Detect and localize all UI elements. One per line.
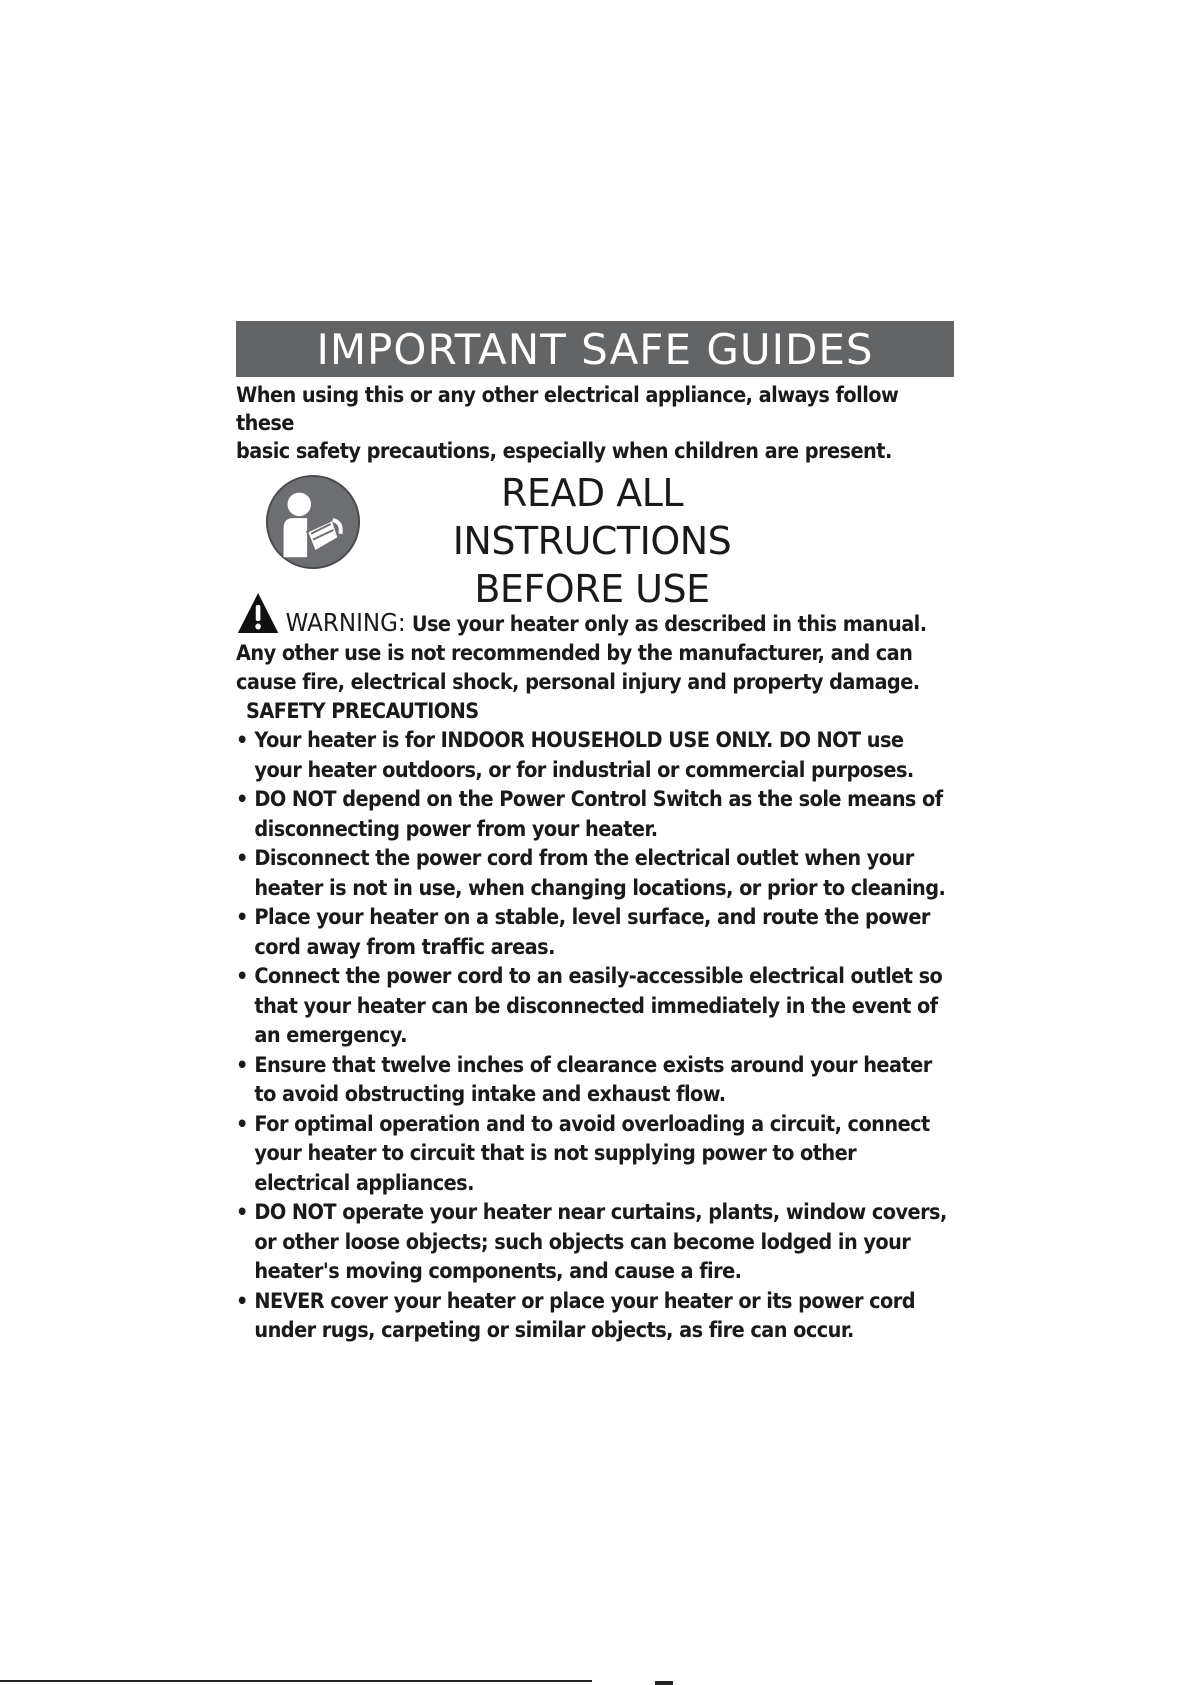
- page-title: IMPORTANT SAFE GUIDES: [236, 321, 954, 377]
- bullet-icon: •: [236, 1288, 248, 1313]
- read-instructions-notice: [236, 469, 954, 611]
- read-notice-line-2: BEFORE USE: [474, 567, 710, 611]
- footer-mark: [655, 1681, 673, 1685]
- safety-page: [236, 321, 954, 1346]
- section-title: SAFETY PRECAUTIONS: [246, 699, 479, 723]
- read-notice-line-1: READ ALL INSTRUCTIONS: [452, 471, 732, 563]
- list-item: • NEVER cover your heater or place your heater or its power cord under rugs, carpeting or similar objects, as fire can occur.: [236, 1288, 916, 1342]
- intro-line-1: When using this or any other electrical appliance, always follow these: [236, 383, 899, 435]
- bullet-icon: •: [236, 1200, 248, 1224]
- footer-rule: [0, 1680, 592, 1682]
- warning-text: Use your heater only as described in this manual. Any other use is not recommended by the manufacturer, and can cause fire, electrical shock, personal injury and property damage.: [236, 612, 927, 694]
- list-item: • DO NOT operate your heater near curtains, plants, window covers, or other loose objects; such objects can become lodged in your heater's moving components, and cause a fire.: [236, 1200, 947, 1283]
- warning-paragraph: [236, 591, 954, 697]
- list-item: • Place your heater on a stable, level surface, and route the power cord away from traffic areas.: [236, 905, 930, 959]
- list-item: • For optimal operation and to avoid overloading a circuit, connect your heater to circuit that is not supplying power to other electrical appliances.: [236, 1111, 930, 1195]
- bullet-icon: •: [236, 1111, 248, 1136]
- warning-label: WARNING:: [285, 608, 406, 637]
- reading-manual-icon: [264, 473, 362, 571]
- list-item: • Your heater is for INDOOR HOUSEHOLD USE ONLY. DO NOT use your heater outdoors, or for industrial or commercial purposes.: [236, 728, 914, 782]
- bullet-icon: •: [236, 728, 248, 752]
- precautions-list: [236, 726, 954, 1346]
- list-item: • Disconnect the power cord from the electrical outlet when your heater is not in use, when changing locations, or prior to cleaning.: [236, 846, 946, 900]
- bullet-icon: •: [236, 905, 248, 929]
- bullet-icon: •: [236, 1052, 248, 1077]
- list-item: • Connect the power cord to an easily-accessible electrical outlet so that your heater can be disconnected immediately in the event of an emergency.: [236, 964, 943, 1047]
- intro-text: [236, 381, 954, 465]
- bullet-icon: •: [236, 846, 248, 870]
- intro-line-2: basic safety precautions, especially when children are present.: [236, 439, 892, 463]
- bullet-icon: •: [236, 787, 248, 811]
- list-item: • Ensure that twelve inches of clearance exists around your heater to avoid obstructing intake and exhaust flow.: [236, 1052, 932, 1106]
- bullet-icon: •: [236, 964, 248, 988]
- warning-triangle-icon: [236, 591, 280, 635]
- list-item: • DO NOT depend on the Power Control Switch as the sole means of disconnecting power from your heater.: [236, 787, 943, 841]
